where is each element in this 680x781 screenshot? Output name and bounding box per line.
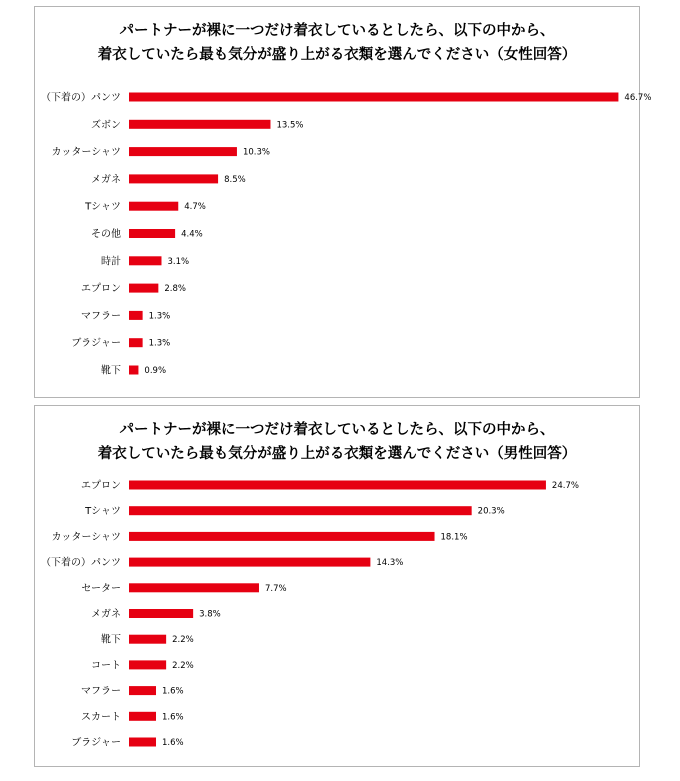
value-label: 3.1% xyxy=(167,256,190,267)
bar xyxy=(129,506,472,515)
category-label: カッターシャツ xyxy=(51,531,121,543)
value-label: 1.6% xyxy=(162,738,184,748)
value-label: 24.7% xyxy=(551,481,579,491)
bar xyxy=(129,311,143,320)
bar xyxy=(129,338,143,347)
chart-title-line-2: 着衣していたら最も気分が盛り上がる衣類を選んでください（男性回答） xyxy=(97,446,577,462)
category-label: コート xyxy=(91,660,121,672)
value-label: 7.7% xyxy=(264,583,287,594)
value-label: 20.3% xyxy=(477,506,505,517)
bar xyxy=(129,532,435,541)
chart-panel-female xyxy=(34,6,652,398)
bar xyxy=(129,93,618,102)
value-label: 10.3% xyxy=(242,147,270,158)
category-label: Tシャツ xyxy=(85,506,121,518)
value-label: 8.5% xyxy=(224,174,246,185)
category-label: マフラー xyxy=(81,310,121,322)
bar-chart-female xyxy=(35,7,652,399)
value-label: 0.9% xyxy=(144,366,167,376)
value-label: 2.2% xyxy=(172,635,194,646)
bar xyxy=(129,202,178,211)
category-label: その他 xyxy=(91,229,121,240)
category-label: 時計 xyxy=(101,256,121,268)
category-label: カッターシャツ xyxy=(51,147,121,159)
category-label: マフラー xyxy=(81,686,121,698)
value-label: 2.2% xyxy=(172,660,194,671)
value-label: 4.4% xyxy=(181,229,203,240)
bar xyxy=(129,366,138,375)
value-label: 1.6% xyxy=(162,712,184,723)
bar-chart-male xyxy=(35,406,641,768)
chart-title-line-1: パートナーが裸に一つだけ着衣しているとしたら、以下の中から、 xyxy=(119,422,555,438)
value-label: 4.7% xyxy=(184,202,206,213)
value-label: 1.3% xyxy=(148,311,171,322)
bar xyxy=(129,686,156,695)
value-label: 13.5% xyxy=(276,120,304,131)
value-label: 2.8% xyxy=(164,284,186,295)
value-label: 46.7% xyxy=(624,93,652,103)
bar xyxy=(129,558,370,567)
bar xyxy=(129,256,161,265)
category-label: Tシャツ xyxy=(85,201,121,213)
category-label: スカート xyxy=(81,711,121,723)
bar xyxy=(129,712,156,721)
category-label: セーター xyxy=(81,583,121,595)
bar xyxy=(129,147,237,156)
bar xyxy=(129,609,193,618)
category-label: （下着の）パンツ xyxy=(41,557,121,569)
bar xyxy=(129,229,175,238)
bar xyxy=(129,583,259,592)
bar xyxy=(129,284,158,293)
value-label: 1.6% xyxy=(162,686,184,697)
category-label: （下着の）パンツ xyxy=(41,92,121,104)
category-label: メガネ xyxy=(91,609,121,620)
chart-panel-male xyxy=(34,405,640,767)
category-label: メガネ xyxy=(91,174,121,186)
category-label: ブラジャー xyxy=(71,737,121,749)
category-label: ブラジャー xyxy=(71,338,121,350)
value-label: 18.1% xyxy=(440,532,468,543)
chart-title-line-2: 着衣していたら最も気分が盛り上がる衣類を選んでください（女性回答） xyxy=(97,47,577,63)
bar xyxy=(129,481,546,490)
bar xyxy=(129,120,270,129)
category-label: エプロン xyxy=(81,480,121,492)
value-label: 3.8% xyxy=(199,609,221,620)
bar xyxy=(129,635,166,644)
category-label: ズボン xyxy=(91,119,121,131)
bar xyxy=(129,174,218,183)
bar xyxy=(129,660,166,669)
category-label: エプロン xyxy=(81,283,121,295)
value-label: 14.3% xyxy=(376,558,404,569)
bar xyxy=(129,738,156,747)
value-label: 1.3% xyxy=(148,338,171,349)
category-label: 靴下 xyxy=(101,634,121,646)
category-label: 靴下 xyxy=(101,365,121,377)
chart-title-line-1: パートナーが裸に一つだけ着衣しているとしたら、以下の中から、 xyxy=(119,23,555,39)
